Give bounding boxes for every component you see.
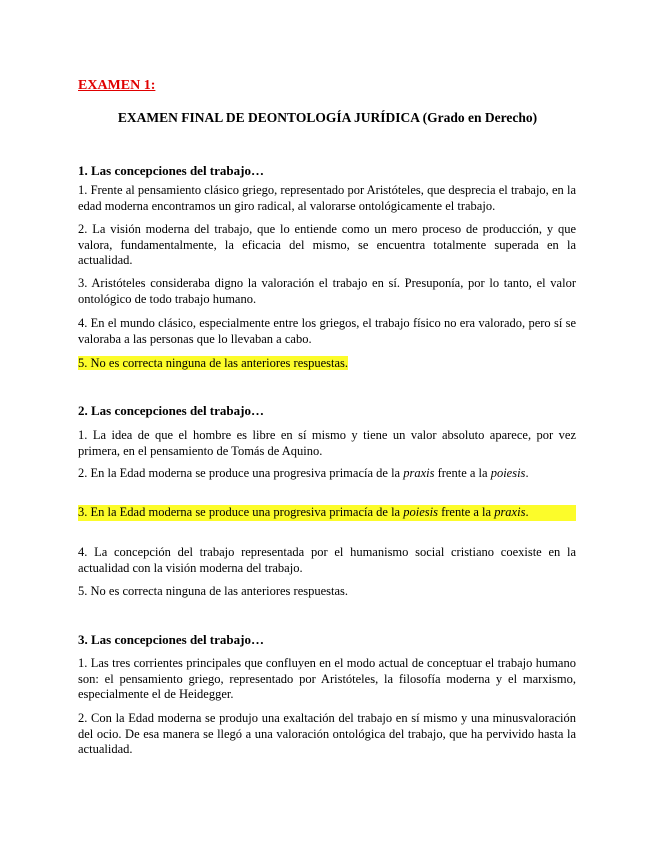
question-3-option-2: 2. Con la Edad moderna se produjo una exaltación del trabajo en sí mismo y una minusvaloración del ocio. De esa manera se llegó a una valoración ontológica del trabajo, que ha pervivido hasta la actualidad. [78, 711, 576, 756]
question-1-option-5 [78, 356, 576, 372]
question-1-option-2: 2. La visión moderna del trabajo, que lo entiende como un mero proceso de producción, y que valora, fundamentalmente, la eficacia del mismo, se encuentra totalmente superada en la actualidad. [78, 222, 576, 267]
exam-label: EXAMEN 1: [78, 78, 156, 93]
question-1-option-5-highlight: 5. No es correcta ninguna de las anteriores respuestas. [78, 356, 349, 370]
option-text: 2. En la Edad moderna se produce una progresiva primacía de la [78, 466, 404, 480]
option-term: praxis [403, 466, 435, 480]
question-2-title: 2. Las concepciones del trabajo… [78, 403, 264, 418]
question-3-option-1: 1. Las tres corrientes principales que confluyen en el modo actual de conceptuar el trabajo humano son: el pensamiento griego, representado por Aristóteles, la filosofía moderna y el marxismo, especialmente el de Heidegger. [78, 656, 576, 701]
option-text: frente a la [434, 466, 491, 480]
option-text: . [525, 466, 529, 480]
question-1-option-4: 4. En el mundo clásico, especialmente entre los griegos, el trabajo físico no era valorado, pero sí se valoraba a las personas que lo llevaban a cabo. [78, 316, 576, 346]
question-2-option-4: 4. La concepción del trabajo representada por el humanismo social cristiano coexiste en la actualidad con la visión moderna del trabajo. [78, 545, 576, 575]
question-1-option-1: 1. Frente al pensamiento clásico griego, representado por Aristóteles, que desprecia el trabajo, en la edad moderna encontramos un giro radical, al valorarse ontológicamente el trabajo. [78, 183, 576, 213]
question-1-option-3: 3. Aristóteles consideraba digno la valoración el trabajo en sí. Presuponía, por lo tanto, el valor ontológico de todo trabajo humano. [78, 276, 576, 306]
question-2-option-1: 1. La idea de que el hombre es libre en sí mismo y tiene un valor absoluto aparece, por vez primera, en el pensamiento de Tomás de Aquino. [78, 428, 576, 458]
option-text: frente a la [437, 505, 495, 519]
question-2-option-3 [78, 505, 576, 521]
exam-title: EXAMEN FINAL DE DEONTOLOGÍA JURÍDICA (Grado en Derecho) [117, 110, 538, 125]
option-text: . [525, 505, 529, 519]
option-term: poiesis [490, 466, 526, 480]
question-1-title: 1. Las concepciones del trabajo… [78, 163, 264, 178]
option-term: praxis [494, 505, 526, 519]
option-text: 3. En la Edad moderna se produce una progresiva primacía de la [78, 505, 404, 519]
question-3-title: 3. Las concepciones del trabajo… [78, 632, 264, 647]
question-2-option-5: 5. No es correcta ninguna de las anteriores respuestas. [78, 584, 349, 598]
question-2-option-2 [78, 466, 576, 482]
option-term: poiesis [403, 505, 438, 519]
